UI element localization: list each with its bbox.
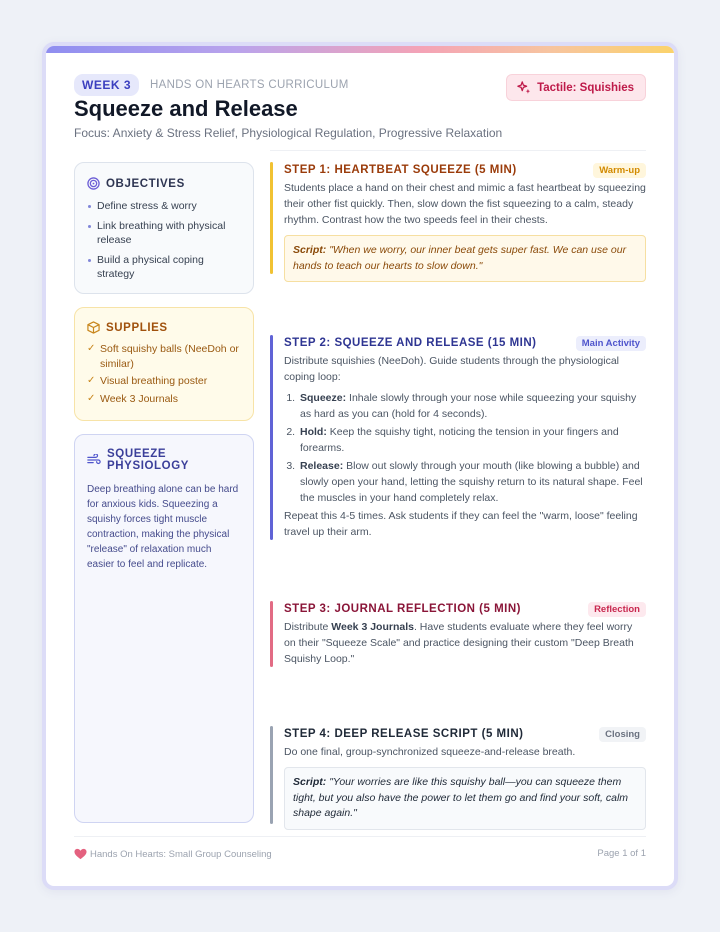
header-row: [74, 74, 349, 96]
supply-item: ✓ Visual breathing poster: [87, 374, 241, 389]
script-text: "Your worries are like this squishy ball—you can squeeze them tight, but you also have the power to let them go and find your soft, calm shape again.": [293, 776, 629, 819]
lesson-page: [42, 42, 678, 890]
step-1-title: STEP 1: HEARTBEAT SQUEEZE (5 MIN): [284, 164, 517, 176]
loop-item-label: Hold:: [300, 426, 327, 438]
physiology-card: [74, 434, 254, 823]
supplies-title: SUPPLIES: [106, 321, 168, 334]
objective-item: Define stress & worry: [87, 199, 241, 214]
script-label: Script:: [293, 776, 327, 788]
step-4-title: STEP 4: DEEP RELEASE SCRIPT (5 MIN): [284, 728, 524, 740]
step-1-accent-bar: [270, 162, 273, 274]
objective-item: Build a physical coping strategy: [87, 253, 241, 282]
step-4: [270, 726, 646, 824]
box-icon: [87, 321, 100, 334]
step-3-text: [284, 619, 646, 667]
step-3-accent-bar: [270, 601, 273, 667]
physiology-title: SQUEEZE PHYSIOLOGY: [107, 448, 190, 472]
step-3-text-post: . Have students evaluate where they feel worry on their "Squeeze Scale" and practice designing their custom "Deep Breath Squishy Loop.": [284, 621, 634, 665]
supplies-card: [74, 307, 254, 421]
supplies-list: [87, 342, 241, 406]
step-4-accent-bar: [270, 726, 273, 824]
objectives-title: OBJECTIVES: [106, 177, 185, 190]
footer-left-text: Hands On Hearts: Small Group Counseling: [90, 848, 272, 860]
step-1-script: [284, 235, 646, 282]
step-2-outro: Repeat this 4-5 times. Ask students if they can feel the "warm, loose" feeling travel up their arm.: [284, 510, 638, 538]
physiology-text: Deep breathing alone can be hard for anxious kids. Squeezing a squishy forces tight muscle contraction, making the physical "release" of relaxation much easier to feel and replicate.: [87, 484, 239, 570]
step-3: [270, 601, 646, 667]
loop-item: [298, 458, 646, 506]
loop-item-text: Keep the squishy tight, noticing the tension in your fingers and forearms.: [300, 426, 619, 454]
loop-item-text: Inhale slowly through your nose while squeezing your squishy as hard as you can (hold for 4 seconds).: [300, 392, 637, 420]
footer-left: [74, 848, 272, 860]
loop-item-label: Release:: [300, 460, 344, 472]
step-1-tag: Warm-up: [593, 163, 646, 178]
objectives-heading: [87, 177, 241, 190]
step-3-title: STEP 3: JOURNAL REFLECTION (5 MIN): [284, 603, 522, 615]
supply-item: ✓ Soft squishy balls (NeeDoh or similar): [87, 342, 241, 371]
step-3-text-pre: Distribute: [284, 621, 329, 633]
loop-item: [298, 390, 646, 422]
objectives-card: [74, 162, 254, 294]
step-4-tag: Closing: [599, 727, 646, 742]
supplies-heading: [87, 321, 241, 334]
page-number: Page 1 of 1: [597, 848, 646, 859]
footer-divider: [74, 836, 646, 837]
script-text: "When we worry, our inner beat gets super fast. We can use our hands to teach our hearts to slow down.": [293, 244, 627, 272]
tactile-label: Tactile: Squishies: [537, 81, 634, 94]
script-label: Script:: [293, 244, 327, 256]
step-3-text-bold: Week 3 Journals: [331, 621, 414, 633]
loop-item-label: Squeeze:: [300, 392, 347, 404]
step-2-tag: Main Activity: [576, 336, 646, 351]
divider: [270, 150, 646, 151]
objective-item: Link breathing with physical release: [87, 219, 241, 248]
wind-icon: [87, 454, 101, 466]
sparkle-icon: [517, 81, 531, 95]
page-title: Squeeze and Release: [74, 96, 298, 121]
step-2: [270, 335, 646, 540]
gradient-top-bar: [46, 46, 674, 53]
week-badge: WEEK 3: [74, 74, 139, 96]
step-2-accent-bar: [270, 335, 273, 540]
heart-icon: [74, 848, 87, 860]
step-4-script: [284, 767, 646, 830]
loop-item: [298, 424, 646, 456]
focus-line: Focus: Anxiety & Stress Relief, Physiological Regulation, Progressive Relaxation: [74, 126, 503, 140]
objectives-list: [87, 199, 241, 282]
step-1: [270, 162, 646, 274]
physiology-heading: [87, 448, 241, 472]
step-1-text: Students place a hand on their chest and mimic a fast heartbeat by squeezing their other fist quickly. Then, slow down the fist squeezing to a calm, steady rhythm. Contrast how the two speeds feel in their chests.: [284, 182, 646, 226]
step-4-text: Do one final, group-synchronized squeeze-and-release breath.: [284, 746, 576, 758]
step-2-intro: Distribute squishies (NeeDoh). Guide students through the physiological coping loop:: [284, 355, 620, 383]
step-2-list: [284, 390, 646, 506]
step-2-title: STEP 2: SQUEEZE AND RELEASE (15 MIN): [284, 337, 537, 349]
supply-item: ✓ Week 3 Journals: [87, 392, 241, 407]
loop-item-text: Blow out slowly through your mouth (like blowing a bubble) and slowly open your hand, letting the squishy return to its natural shape. Feel the muscles in your hand completely relax.: [300, 460, 643, 504]
curriculum-label: HANDS ON HEARTS CURRICULUM: [150, 79, 349, 91]
step-3-tag: Reflection: [588, 602, 646, 617]
target-icon: [87, 177, 100, 190]
tactile-badge: [506, 74, 646, 101]
